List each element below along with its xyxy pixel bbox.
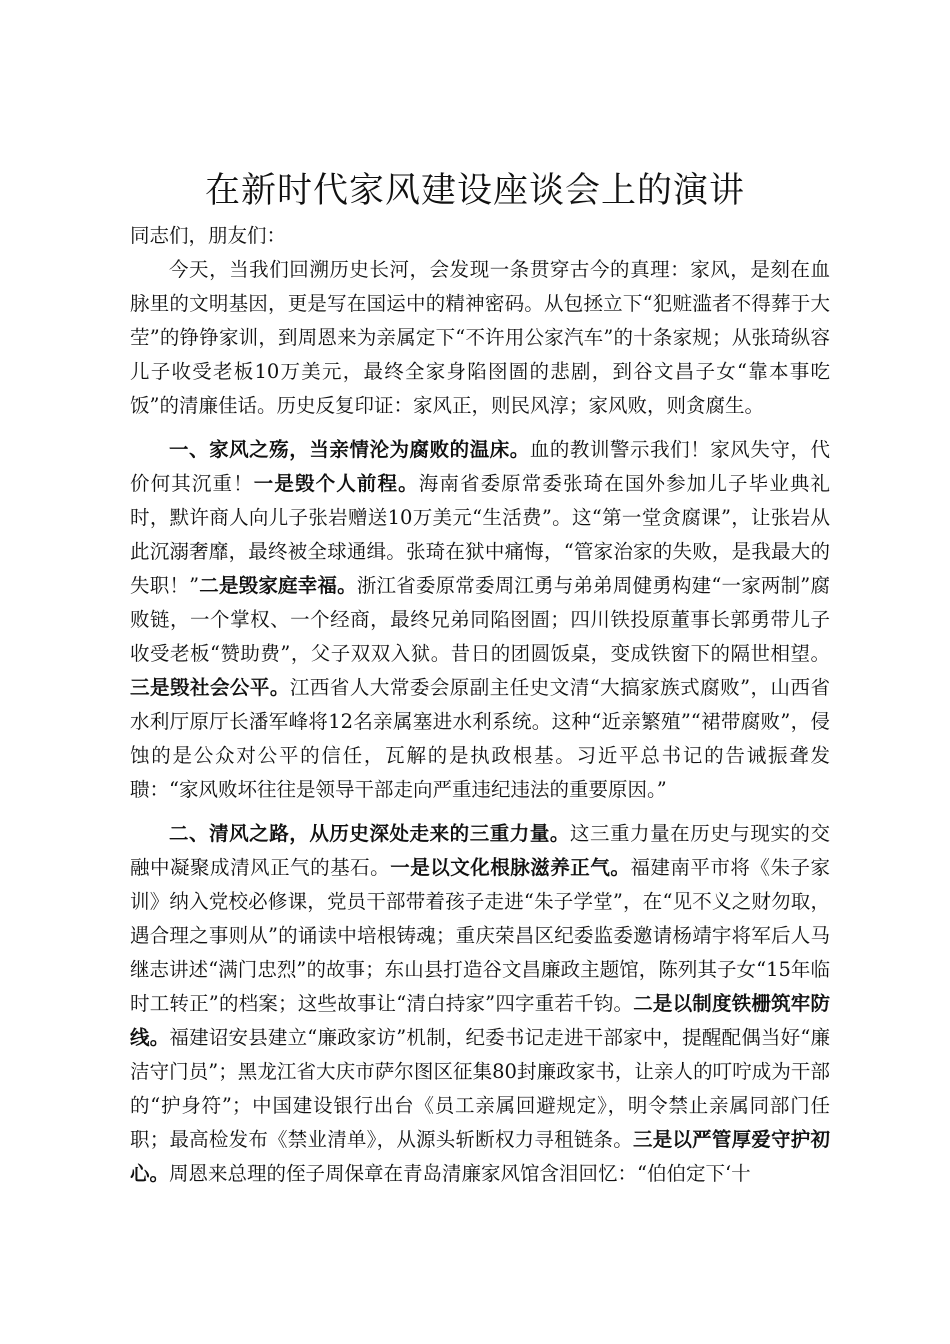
section-2-point-1-text: 福建南平市将《朱子家训》纳入党校必修课，党员干部带着孩子走进“朱子学堂”，在“见不义之财勿取，遇合理之事则从”的诵读中培根铸魂；重庆荣昌区纪委监委邀请杨靖宇将军后人马继志讲述“满门忠烈”的故事；东山县打造谷文昌廉政主题馆，陈列其子女“15年临时工转正”的档案；这些故事让“清白持家”四字重若千钧。 bbox=[130, 856, 830, 1015]
document-body bbox=[130, 253, 830, 1201]
section-2-lead: 这三重力量在历史与现实的交融中凝聚成清风正气的基石。 bbox=[130, 822, 830, 879]
section-2-point-1-heading: 一是以文化根脉滋养正气。 bbox=[390, 856, 631, 879]
section-2-point-2-heading: 二是以制度铁栅筑牢防线。 bbox=[130, 992, 830, 1049]
salutation: 同志们，朋友们： bbox=[130, 224, 287, 247]
section-1-heading: 一、家风之殇，当亲情沦为腐败的温床。 bbox=[169, 438, 530, 461]
section-1-point-3-heading: 三是毁社会公平。 bbox=[130, 676, 290, 699]
section-1-point-1-text: 海南省委原常委张琦在国外参加儿子毕业典礼时，默许商人向儿子张岩赠送10万美元“生活费”。这“第一堂贪腐课”，让张岩从此沉溺奢靡，最终被全球通缉。张琦在狱中痛悔，“管家治家的失败，是我最大的失职！” bbox=[130, 472, 830, 597]
section-2-point-2-text: 福建诏安县建立“廉政家访”机制，纪委书记走进干部家中，提醒配偶当好“廉洁守门员”；黑龙江省大庆市萨尔图区征集80封廉政家书，让亲人的叮咛成为干部的“护身符”；中国建设银行出台《员工亲属回避规定》，明令禁止亲属同部门任职；最高检发布《禁业清单》，从源头斩断权力寻租链条。 bbox=[130, 1026, 830, 1151]
section-2-heading: 二、清风之路，从历史深处走来的三重力量。 bbox=[169, 822, 570, 845]
section-1-point-2-text: 浙江省委原常委周江勇与弟弟周健勇构建“一家两制”腐败链，一个掌权、一个经商，最终兄弟同陷囹圄；四川铁投原董事长郭勇带儿子收受老板“赞助费”，父子双双入狱。昔日的团圆饭桌，变成铁窗下的隔世相望。 bbox=[130, 574, 830, 665]
section-1-point-3-text: 江西省人大常委会原副主任史文清“大搞家族式腐败”，山西省水利厅原厅长潘军峰将12名亲属塞进水利系统。这种“近亲繁殖”“裙带腐败”，侵蚀的是公众对公平的信任，瓦解的是执政根基。习近平总书记的告诫振聋发聩：“家风败坏往往是领导干部走向严重违纪违法的重要原因。” bbox=[130, 676, 830, 801]
document-title: 在新时代家风建设座谈会上的演讲 bbox=[204, 171, 745, 211]
intro-paragraph: 今天，当我们回溯历史长河，会发现一条贯穿古今的真理：家风，是刻在血脉里的文明基因，更是写在国运中的精神密码。从包拯立下“犯赃滥者不得葬于大茔”的铮铮家训，到周恩来为亲属定下“不许用公家汽车”的十条家规；从张琦纵容儿子收受老板10万美元，最终全家身陷囹圄的悲剧，到谷文昌子女“靠本事吃饭”的清廉佳话。历史反复印证：家风正，则民风淳；家风败，则贪腐生。 bbox=[130, 258, 830, 417]
section-2-paragraph bbox=[130, 817, 830, 1191]
section-2-point-3-text: 周恩来总理的侄子周保章在青岛清廉家风馆含泪回忆：“伯伯定下‘十 bbox=[169, 1162, 751, 1185]
section-2-point-3-heading: 三是以严管厚爱守护初心。 bbox=[130, 1128, 830, 1185]
section-1-paragraph bbox=[130, 433, 830, 807]
section-1-point-1-heading: 一是毁个人前程。 bbox=[253, 472, 419, 495]
section-1-lead: 血的教训警示我们！家风失守，代价何其沉重！ bbox=[130, 438, 830, 495]
section-1-point-2-heading: 二是毁家庭幸福。 bbox=[199, 574, 357, 597]
